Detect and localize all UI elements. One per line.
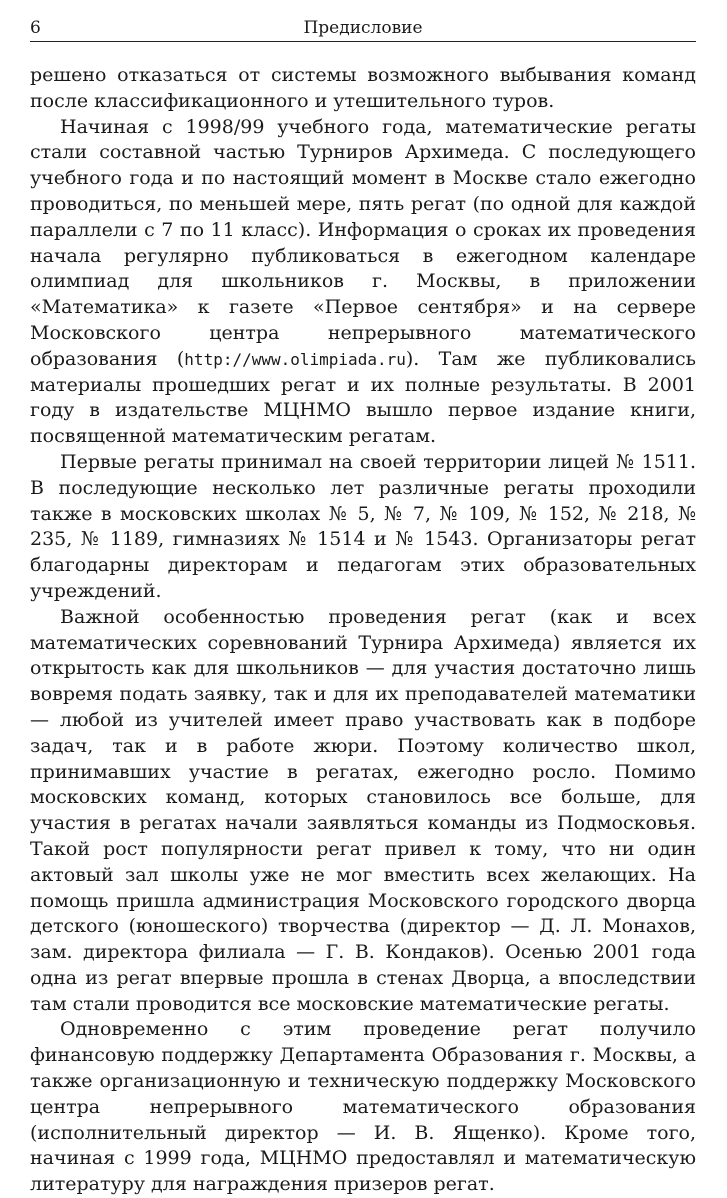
paragraph-openness: Важной особенностью проведения регат (как и всех математических соревнований Турнира Архимеда) является их открытость как для школьников — для участия достаточно лишь вовремя подать заявку, так и для их преподавателей математики — любой из учителей имеет право участвовать как в подборе задач, так и в работе жюри. Поэтому количество школ, принимавших участие в регатах, ежегодно росло. Помимо московских команд, которых становилось все больше, для участия в регатах начали заявляться команды из Подмосковья. Такой рост популярности регат привел к тому, что ни один актовый зал школы уже не мог вместить всех желающих. На помощь пришла администрация Московского городского дворца детского (юношеского) творчества (директор — Д. Л. Монахов, зам. директора филиала — Г. В. Кондаков). Осенью 2001 года одна из регат впервые прошла в стенах Дворца, а впоследствии там стали проводится все московские математические регаты. <box>30 605 696 1015</box>
paragraph-host-schools: Первые регаты принимал на своей территории лицей № 1511. В последующие несколько лет различные регаты проходили также в московских школах № 5, № 7, № 109, № 152, № 218, № 235, № 1189, гимназиях № 1514 и № 1543. Организаторы регат благодарны директорам и педагогам этих образовательных учреждений. <box>30 450 696 602</box>
paragraph-text: ). Там же публиковались материалы прошедших регат и их полные результаты. В 2001 году в издательстве МЦНМО вышло первое издание книги, посвященной математическим регатам. <box>30 347 696 448</box>
paragraph-regattas-history <box>30 115 696 450</box>
paragraph-support: Одновременно с этим проведение регат получило финансовую поддержку Департамента Образования г. Москвы, а также организационную и техническую поддержку Московского центра непрерывного математического образования (исполнительный директор — И. В. Ященко). Кроме того, начиная с 1999 года, МЦНМО предоставлял и математическую литературу для награждения призеров регат. <box>30 1018 696 1196</box>
paragraph-continuation: решено отказаться от системы возможного выбывания команд после классификационного и утешительного туров. <box>30 64 696 112</box>
website-url: http://www.olimpiada.ru <box>184 349 406 369</box>
page-number: 6 <box>30 18 41 38</box>
paragraph-text: Начиная с 1998/99 учебного года, математические регаты стали составной частью Турниров Архимеда. С последующего учебного года и по настоящий момент в Москве стало ежегодно проводиться, по меньшей мере, пять регат (по одной для каждой параллели с 7 по 11 класс). Информация о сроках их проведения начала регулярно публиковаться в ежегодном календаре олимпиад для школьников г. Москвы, в приложении «Математика» к газете «Первое сентября» и на сервере Московского центра непрерывного математического образования ( <box>30 115 696 370</box>
body-text <box>30 63 696 1198</box>
running-title: Предисловие <box>303 18 423 38</box>
page-header <box>30 17 696 42</box>
